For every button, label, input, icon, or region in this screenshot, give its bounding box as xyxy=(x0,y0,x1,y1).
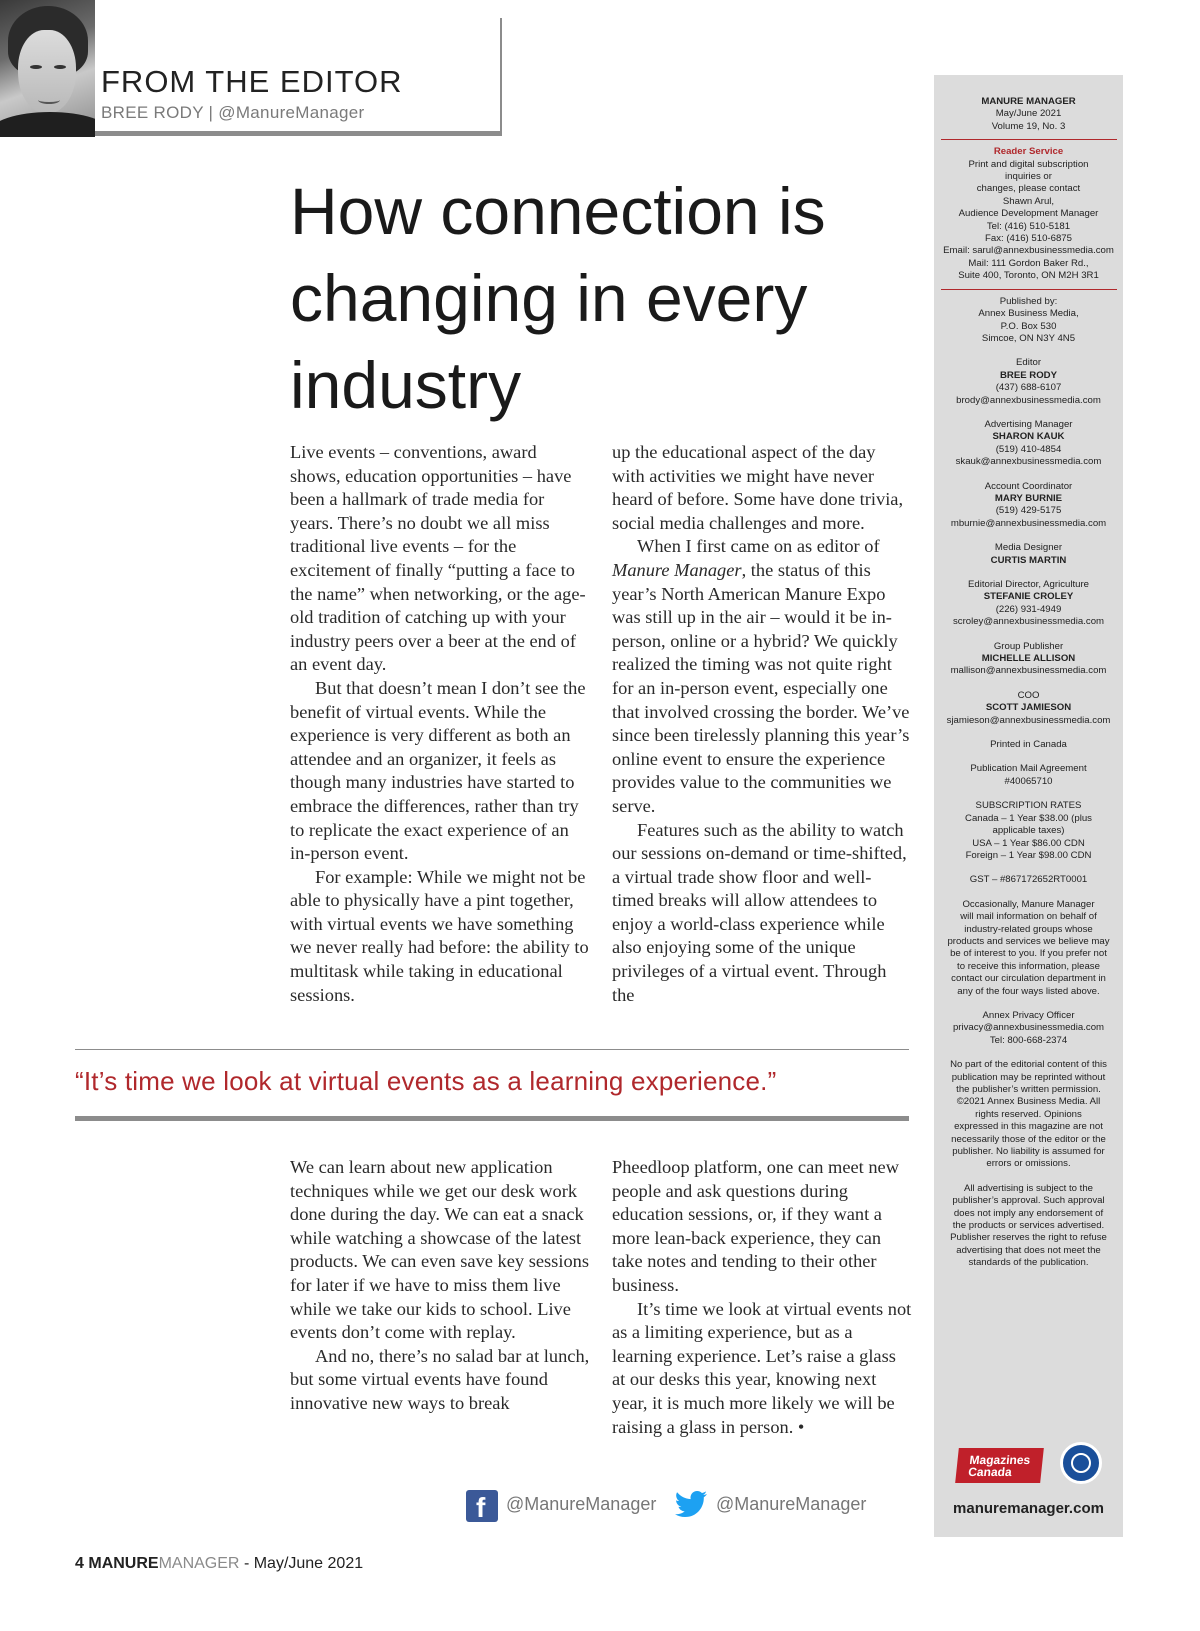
paragraph: Pheedloop platform, one can meet new people and ask questions during education sessions, or, if they want a more lean-back experience, they can take notes and tending to their other business. xyxy=(612,1157,900,1295)
article-headline: How connection is changing in every industry xyxy=(290,174,826,422)
mailing-notice-line: contact our circulation department in xyxy=(951,973,1106,985)
reader-service-line: Shawn Arul, xyxy=(1002,195,1055,207)
privacy-officer xyxy=(934,1010,1123,1047)
masthead-issue: May/June 2021 xyxy=(995,108,1062,120)
published-by-line: Annex Business Media, xyxy=(978,308,1079,320)
masthead-sidebar xyxy=(934,75,1123,1537)
advertising-note-line: Publisher reserves the right to refuse xyxy=(950,1232,1107,1244)
privacy-line: Tel: 800-668-2374 xyxy=(989,1034,1068,1046)
article-column-1 xyxy=(290,441,590,1007)
staff-name: SHARON KAUK xyxy=(992,431,1065,443)
mailing-notice-line: be of interest to you. If you prefer not xyxy=(950,948,1107,960)
subscription-rate-line: USA – 1 Year $86.00 CDN xyxy=(972,837,1085,849)
paragraph: But that doesn’t mean I don’t see the benefit of virtual events. While the experience is very different as both an attendee and an organizer, it feels as though many industries have started to embrace the differences, rather than try to replicate the exact experience of an in-person event. xyxy=(290,677,586,864)
mailing-notice-line: to receive this information, please xyxy=(957,960,1100,972)
mailing-notice-line: will mail information on behalf of xyxy=(960,911,1097,923)
mailing-notice-line: industry-related groups whose xyxy=(964,923,1093,935)
paragraph: We can learn about new application techniques while we get our desk work done during the day. We can eat a snack while watching a showcase of the latest products. We can even save key sessions for later if we have to miss them live while we take our kids to school. Live events don’t come with replay. xyxy=(290,1157,589,1343)
mailing-notice-line: any of the four ways listed above. xyxy=(957,985,1100,997)
red-rule xyxy=(941,289,1117,290)
reader-service-line: Mail: 111 Gordon Baker Rd., xyxy=(968,257,1089,269)
staff-role: Group Publisher xyxy=(993,640,1064,652)
disclaimer-line: rights reserved. Opinions xyxy=(975,1108,1082,1120)
seal-logo xyxy=(1060,1442,1102,1484)
published-by-line: P.O. Box 530 xyxy=(1000,320,1057,332)
staff-name: BREE RODY xyxy=(999,369,1058,381)
staff-contact: mallison@annexbusinessmedia.com xyxy=(950,665,1107,677)
staff-contact: (226) 931-4949 xyxy=(995,603,1062,615)
disclaimer-line: No part of the editorial content of this xyxy=(950,1059,1107,1071)
mailing-notice-line: Occasionally, Manure Manager xyxy=(962,898,1095,910)
reader-service-line: Email: sarul@annexbusinessmedia.com xyxy=(943,245,1114,257)
disclaimer xyxy=(934,1059,1123,1171)
disclaimer-line: expressed in this magazine are not xyxy=(954,1121,1103,1133)
reader-service-line: Suite 400, Toronto, ON M2H 3R1 xyxy=(958,270,1099,282)
facebook-handle[interactable]: @ManureManager xyxy=(506,1494,657,1514)
subscription-rate-line: applicable taxes) xyxy=(992,825,1065,837)
staff-contact: scroley@annexbusinessmedia.com xyxy=(952,616,1105,628)
staff-contact: sjamieson@annexbusinessmedia.com xyxy=(946,714,1111,726)
header-divider-horizontal xyxy=(95,131,502,136)
disclaimer-line: necessarily those of the editor or the xyxy=(951,1133,1106,1145)
red-rule xyxy=(941,139,1117,140)
footer-issue: - May/June 2021 xyxy=(243,1555,364,1572)
mail-agreement-line: Publication Mail Agreement xyxy=(970,763,1087,775)
gst-number: GST – #867172652RT0001 xyxy=(969,874,1088,886)
staff-name: CURTIS MARTIN xyxy=(990,554,1067,566)
staff-entry xyxy=(934,542,1123,567)
article-column-4 xyxy=(612,1156,912,1439)
magazines-canada-logo: Magazines Canada xyxy=(955,1448,1044,1483)
staff-name: STEFANIE CROLEY xyxy=(983,591,1074,603)
staff-contact: (519) 410-4854 xyxy=(995,443,1062,455)
staff-name: SCOTT JAMIESON xyxy=(985,702,1072,714)
subscription-rate-line: Canada – 1 Year $38.00 (plus xyxy=(965,812,1092,824)
twitter-icon[interactable] xyxy=(674,1490,706,1522)
disclaimer-line: publication may be reprinted without xyxy=(951,1071,1106,1083)
paragraph: Features such as the ability to watch our sessions on-demand or time-shifted, a virtual trade show floor and well-timed breaks will allow attendees to enjoy a world-class experience while also enjoying some of the unique privileges of a virtual event. Through the xyxy=(612,819,907,1005)
staff-role: Account Coordinator xyxy=(984,480,1073,492)
disclaimer-line: publisher. No liability is assumed for xyxy=(952,1146,1105,1158)
page-number: 4 xyxy=(75,1555,84,1572)
subscription-rate-line: Foreign – 1 Year $98.00 CDN xyxy=(965,849,1092,861)
published-by-block xyxy=(934,296,1123,346)
editor-photo xyxy=(0,0,95,137)
paragraph: up the educational aspect of the day with activities we might have never heard of before. Some have done trivia, social media challenges and more. xyxy=(612,442,904,533)
reader-service-line: Audience Development Manager xyxy=(958,208,1099,220)
footer-brand-light: MANAGER xyxy=(158,1555,240,1572)
mailing-notice-line: products and services we believe may xyxy=(947,935,1110,947)
privacy-line: privacy@annexbusinessmedia.com xyxy=(952,1022,1105,1034)
mail-agreement xyxy=(934,763,1123,788)
paragraph: It’s time we look at virtual events not as a limiting experience, but as a learning experience. Let’s raise a glass at our desks this year, knowing next year, it is much more likely we will be raising a glass in person. • xyxy=(612,1298,912,1437)
advertising-note-line: advertising that does not meet the xyxy=(956,1244,1101,1256)
byline: BREE RODY | @ManureManager xyxy=(101,103,365,122)
mail-agreement-line: #40065710 xyxy=(1004,775,1053,787)
staff-list xyxy=(934,357,1123,727)
staff-role: Editorial Director, Agriculture xyxy=(967,579,1090,590)
pull-quote-rule-bottom xyxy=(75,1116,909,1121)
staff-entry xyxy=(934,481,1123,531)
staff-role: Media Designer xyxy=(994,542,1063,554)
staff-contact: brody@annexbusinessmedia.com xyxy=(956,394,1101,406)
footer-brand-bold: MANURE xyxy=(88,1555,159,1572)
reader-service-line: Print and digital subscription xyxy=(968,158,1089,170)
page-footer xyxy=(75,1555,363,1573)
subscription-rates xyxy=(934,800,1123,862)
staff-role: Advertising Manager xyxy=(984,418,1073,430)
magazine-name: Manure Manager xyxy=(612,559,742,580)
staff-role: COO xyxy=(1017,689,1040,701)
published-by-line: Simcoe, ON N3Y 4N5 xyxy=(981,332,1076,344)
staff-role: Editor xyxy=(1015,357,1042,369)
staff-entry xyxy=(934,641,1123,678)
staff-name: MARY BURNIE xyxy=(994,492,1063,504)
staff-contact: (519) 429-5175 xyxy=(995,505,1062,517)
twitter-handle[interactable]: @ManureManager xyxy=(716,1494,867,1514)
paragraph: For example: While we might not be able to physically have a pint together, with virtual events we have something we never really had before: the ability to multitask while taking in educational sessions. xyxy=(290,866,589,1005)
disclaimer-line: errors or omissions. xyxy=(986,1158,1071,1170)
article-column-3 xyxy=(290,1156,590,1416)
header-divider-vertical xyxy=(500,18,502,135)
staff-contact: mburnie@annexbusinessmedia.com xyxy=(950,517,1107,529)
paragraph: Live events – conventions, award shows, education opportunities – have been a hallmark of trade media for years. There’s no doubt we all miss traditional live events – for the excitement of finally “putting a face to the name” when networking, or the age-old tradition of catching up with your industry peers over a beer at the end of an event day. xyxy=(290,442,586,675)
website-link[interactable]: manuremanager.com xyxy=(953,1500,1104,1517)
paragraph: And no, there’s no salad bar at lunch, but some virtual events have found innovative new ways to break xyxy=(290,1345,590,1413)
subscription-rate-line: SUBSCRIPTION RATES xyxy=(975,800,1082,812)
masthead-title: MANURE MANAGER xyxy=(981,96,1076,107)
staff-contact: skauk@annexbusinessmedia.com xyxy=(955,456,1102,468)
advertising-note-line: publisher’s approval. Such approval xyxy=(952,1195,1105,1207)
staff-contact: (437) 688-6107 xyxy=(995,382,1062,394)
reader-service-line: Tel: (416) 510-5181 xyxy=(986,220,1071,232)
disclaimer-line: ©2021 Annex Business Media. All xyxy=(956,1096,1101,1108)
reader-service-block xyxy=(934,159,1123,283)
reader-service-title: Reader Service xyxy=(993,146,1064,158)
staff-name: MICHELLE ALLISON xyxy=(981,653,1076,665)
disclaimer-line: the publisher’s written permission. xyxy=(956,1084,1101,1095)
reader-service-line: Fax: (416) 510-6875 xyxy=(985,233,1072,245)
reader-service-line: changes, please contact xyxy=(976,183,1081,195)
privacy-line: Annex Privacy Officer xyxy=(982,1009,1075,1021)
staff-entry xyxy=(934,579,1123,629)
staff-entry xyxy=(934,690,1123,727)
advertising-note-line: does not imply any endorsement of xyxy=(953,1207,1104,1219)
published-by-line: Published by: xyxy=(999,295,1058,307)
advertising-note xyxy=(934,1183,1123,1270)
advertising-note-line: All advertising is subject to the xyxy=(963,1182,1094,1194)
advertising-note-line: standards of the publication. xyxy=(968,1257,1089,1269)
facebook-icon[interactable]: f xyxy=(466,1490,498,1522)
pull-quote-rule-top xyxy=(75,1049,909,1050)
section-title: FROM THE EDITOR xyxy=(101,64,403,99)
paragraph: When I first came on as editor of Manure Manager, the status of this year’s North American Manure Expo was still up in the air – would it be in-person, online or a hybrid? We quickly realized the timing was not quite right for an in-person event, especially one that involved crossing the border. We’ve since been tirelessly planning this year’s online event to ensure the experience provides value to the communities we serve. xyxy=(612,536,910,816)
reader-service-line: inquiries or xyxy=(1005,171,1052,183)
mailing-notice xyxy=(934,899,1123,998)
article-column-2 xyxy=(612,441,912,1007)
staff-entry xyxy=(934,419,1123,469)
printed-in: Printed in Canada xyxy=(990,739,1067,751)
staff-entry xyxy=(934,357,1123,407)
advertising-note-line: the products or services advertised. xyxy=(952,1220,1105,1232)
masthead-volume: Volume 19, No. 3 xyxy=(991,120,1066,132)
pull-quote: “It’s time we look at virtual events as a learning experience.” xyxy=(75,1066,777,1096)
